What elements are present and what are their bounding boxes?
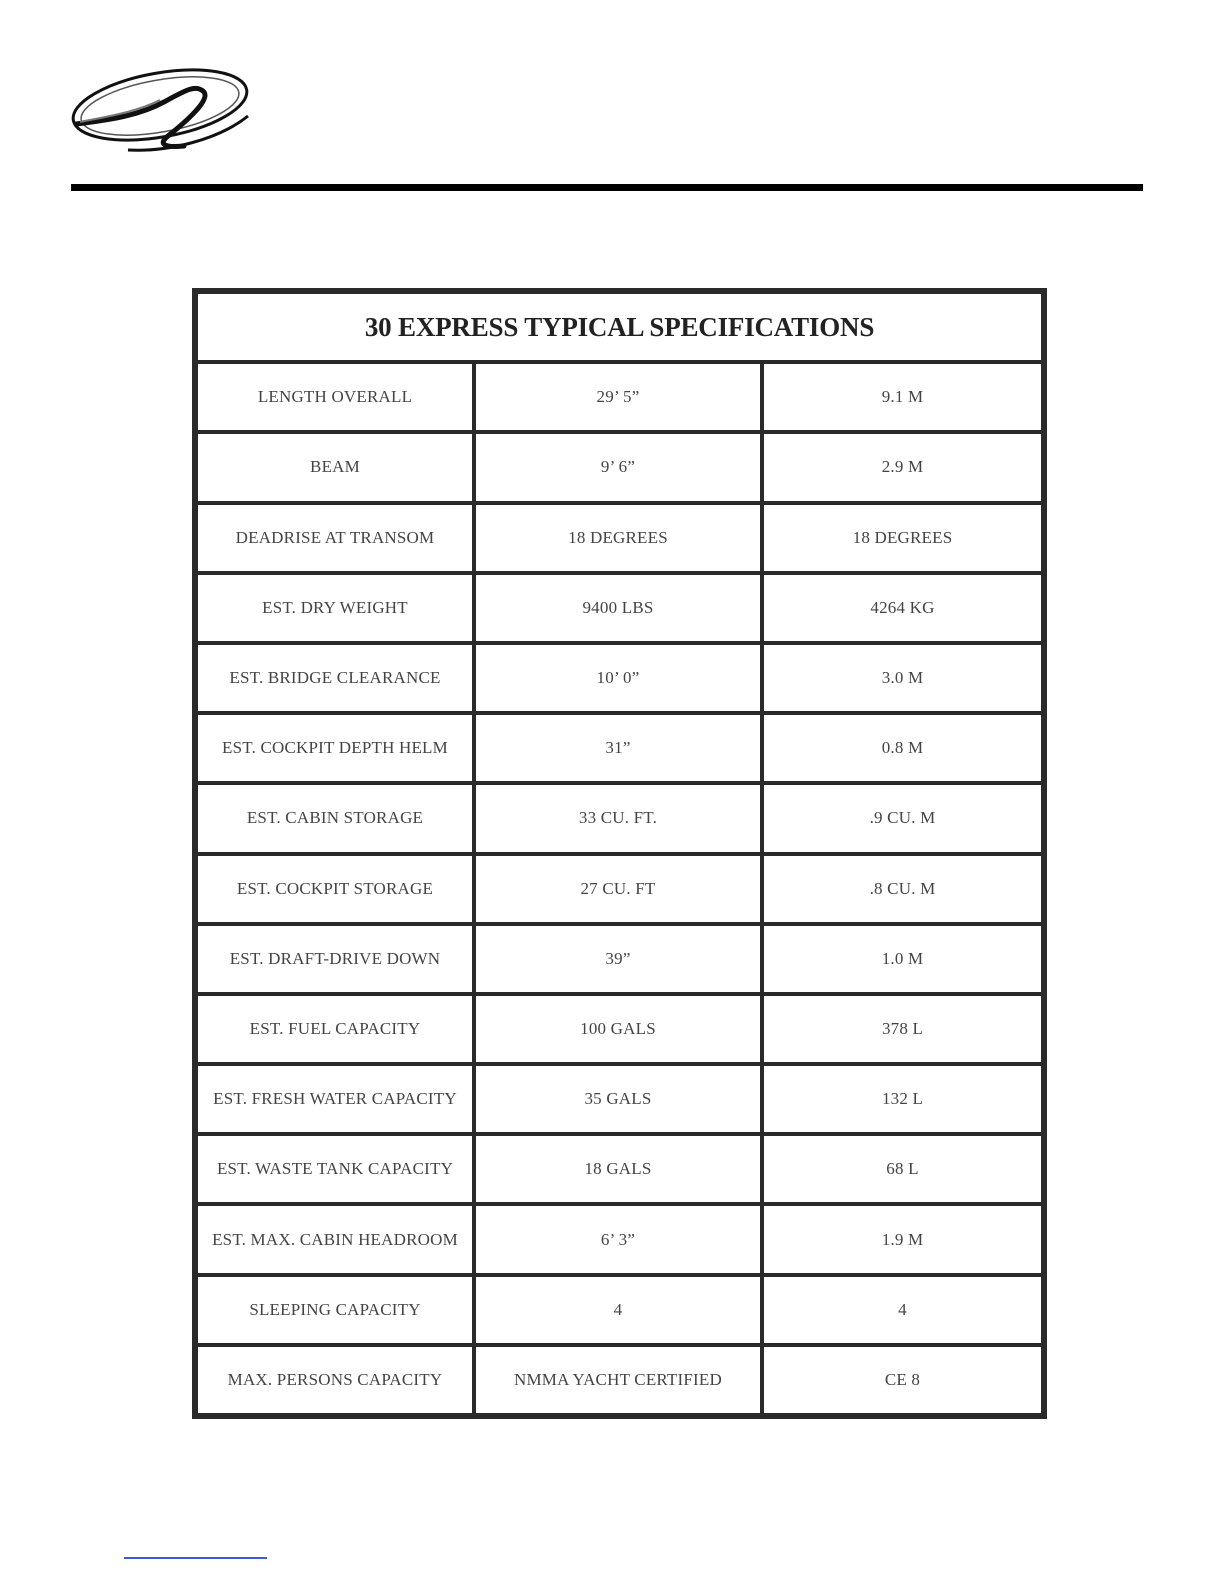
spec-label: EST. COCKPIT STORAGE (196, 854, 474, 924)
table-row (196, 854, 1043, 924)
table-row (196, 362, 1043, 432)
spec-imperial-value: 27 CU. FT (474, 854, 762, 924)
spec-metric-value: 132 L (762, 1064, 1043, 1134)
spec-label: EST. DRY WEIGHT (196, 573, 474, 643)
spec-metric-value: 378 L (762, 994, 1043, 1064)
spec-imperial-value: 4 (474, 1275, 762, 1345)
table-row (196, 1204, 1043, 1274)
table-title: 30 EXPRESS TYPICAL SPECIFICATIONS (196, 292, 1043, 362)
spec-label: EST. WASTE TANK CAPACITY (196, 1134, 474, 1204)
table-row (196, 432, 1043, 502)
spec-label: MAX. PERSONS CAPACITY (196, 1345, 474, 1415)
table-row (196, 783, 1043, 853)
spec-imperial-value: 39” (474, 924, 762, 994)
table-row (196, 1134, 1043, 1204)
header-rule (71, 184, 1143, 191)
spec-metric-value: 4264 KG (762, 573, 1043, 643)
table-row (196, 643, 1043, 713)
spec-metric-value: 4 (762, 1275, 1043, 1345)
spec-label: EST. MAX. CABIN HEADROOM (196, 1204, 474, 1274)
table-row (196, 994, 1043, 1064)
spec-metric-value: 68 L (762, 1134, 1043, 1204)
spec-imperial-value: 100 GALS (474, 994, 762, 1064)
spec-label: SLEEPING CAPACITY (196, 1275, 474, 1345)
spec-label: LENGTH OVERALL (196, 362, 474, 432)
spec-metric-value: 3.0 M (762, 643, 1043, 713)
spec-metric-value: .9 CU. M (762, 783, 1043, 853)
spec-metric-value: 1.9 M (762, 1204, 1043, 1274)
spec-label: EST. DRAFT-DRIVE DOWN (196, 924, 474, 994)
spec-metric-value: 2.9 M (762, 432, 1043, 502)
spec-imperial-value: 9’ 6” (474, 432, 762, 502)
spec-metric-value: 0.8 M (762, 713, 1043, 783)
table-row (196, 1275, 1043, 1345)
brand-logo-icon (68, 62, 258, 154)
table-row (196, 503, 1043, 573)
table-row (196, 1345, 1043, 1415)
specifications-table (192, 288, 1047, 1419)
spec-label: EST. FRESH WATER CAPACITY (196, 1064, 474, 1134)
spec-imperial-value: 31” (474, 713, 762, 783)
spec-imperial-value: 6’ 3” (474, 1204, 762, 1274)
table-row (196, 924, 1043, 994)
table-row (196, 1064, 1043, 1134)
spec-imperial-value: 18 DEGREES (474, 503, 762, 573)
spec-label: EST. COCKPIT DEPTH HELM (196, 713, 474, 783)
spec-imperial-value: 33 CU. FT. (474, 783, 762, 853)
spec-metric-value: 18 DEGREES (762, 503, 1043, 573)
spec-label: EST. CABIN STORAGE (196, 783, 474, 853)
spec-imperial-value: NMMA YACHT CERTIFIED (474, 1345, 762, 1415)
spec-metric-value: .8 CU. M (762, 854, 1043, 924)
spec-label: DEADRISE AT TRANSOM (196, 503, 474, 573)
table-row (196, 573, 1043, 643)
spec-imperial-value: 9400 LBS (474, 573, 762, 643)
spec-imperial-value: 18 GALS (474, 1134, 762, 1204)
table-row (196, 713, 1043, 783)
spec-imperial-value: 29’ 5” (474, 362, 762, 432)
spec-imperial-value: 35 GALS (474, 1064, 762, 1134)
spec-metric-value: 9.1 M (762, 362, 1043, 432)
spec-metric-value: 1.0 M (762, 924, 1043, 994)
footer-link[interactable] (124, 1557, 267, 1559)
spec-metric-value: CE 8 (762, 1345, 1043, 1415)
spec-label: BEAM (196, 432, 474, 502)
spec-label: EST. BRIDGE CLEARANCE (196, 643, 474, 713)
spec-imperial-value: 10’ 0” (474, 643, 762, 713)
spec-label: EST. FUEL CAPACITY (196, 994, 474, 1064)
